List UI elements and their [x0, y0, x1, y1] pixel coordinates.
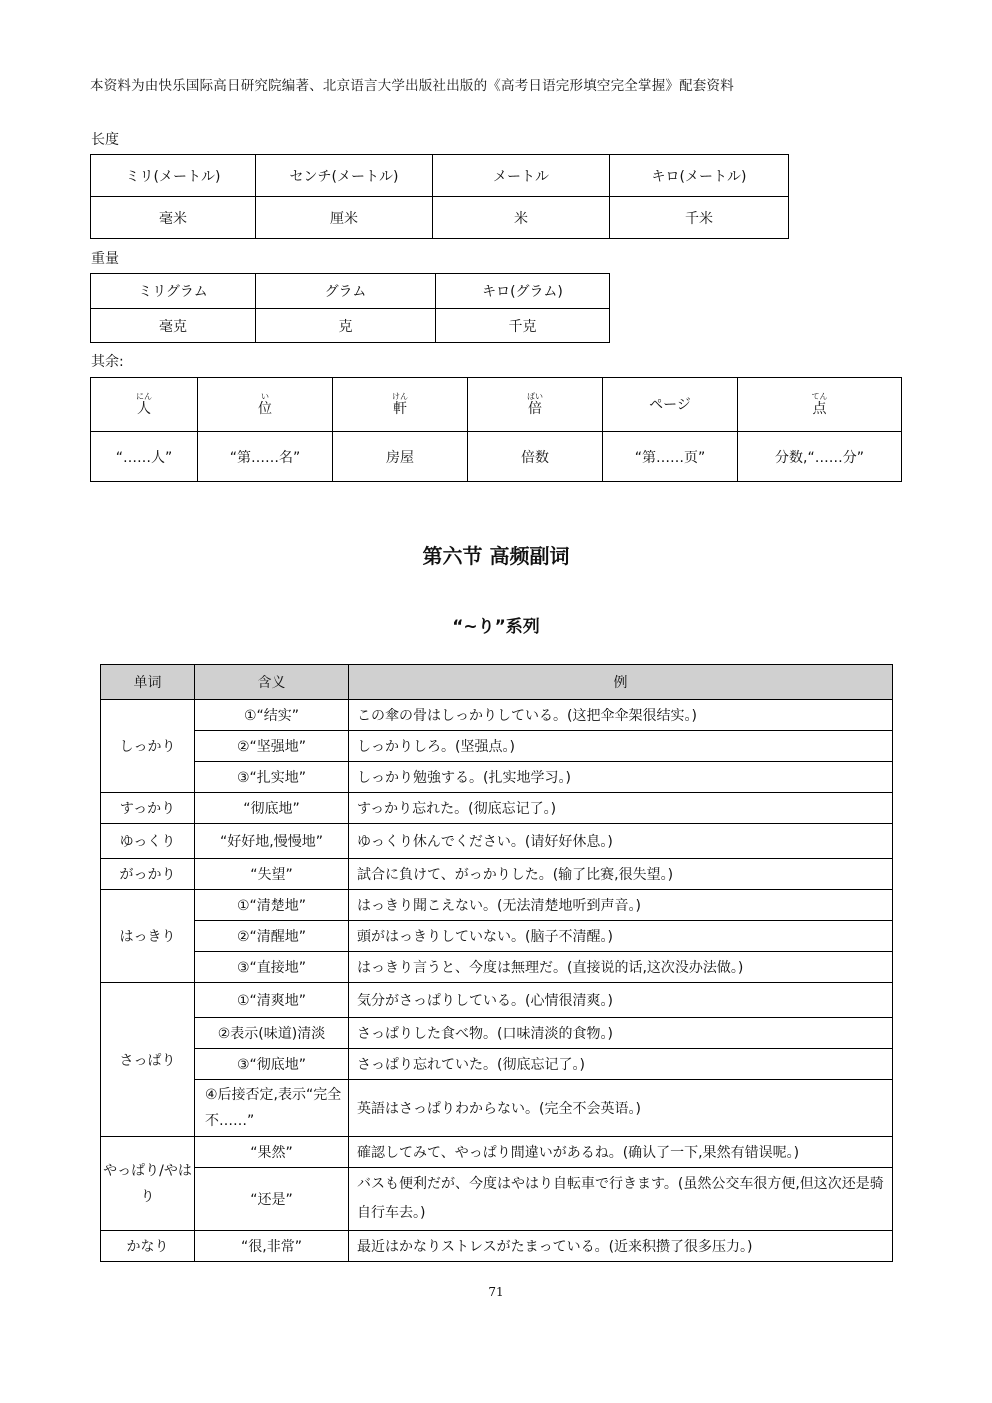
adverb-meaning: “好好地,慢慢地” — [195, 824, 349, 859]
adverb-meaning: ③“扎实地” — [195, 762, 349, 793]
page-header: 本资料为由快乐国际高日研究院编著、北京语言大学出版社出版的《高考日语完形填空完全掌握》配套资料 — [90, 78, 734, 94]
column-header: 含义 — [195, 665, 349, 700]
adverb-example: 確認してみて、やっぱり間違いがあるね。(确认了一下,果然有错误呢。) — [349, 1137, 893, 1168]
length-value: 厘米 — [256, 197, 433, 239]
adverb-example: 最近はかなりストレスがたまっている。(近来积攒了很多压力。) — [349, 1231, 893, 1262]
table-row — [101, 952, 893, 983]
counter-word: 位 — [258, 401, 272, 417]
length-table — [90, 154, 789, 239]
adverb-word: しっかり — [101, 700, 195, 793]
adverb-example: しっかりしろ。(坚强点。) — [349, 731, 893, 762]
adverb-meaning: ③“彻底地” — [195, 1049, 349, 1080]
adverb-example: ゆっくり休んでください。(请好好休息。) — [349, 824, 893, 859]
length-value: 米 — [433, 197, 610, 239]
furigana: い — [261, 392, 269, 401]
table-row — [101, 731, 893, 762]
weight-head: グラム — [256, 274, 436, 309]
others-head — [603, 378, 738, 432]
furigana: ばい — [527, 392, 543, 401]
counter-word: 軒 — [393, 401, 407, 417]
weight-table — [90, 273, 610, 343]
others-value: 房屋 — [333, 432, 468, 482]
adverb-example: すっかり忘れた。(彻底忘记了。) — [349, 793, 893, 824]
table-row — [101, 1137, 893, 1168]
others-head — [333, 378, 468, 432]
others-head — [91, 378, 198, 432]
adverb-word: はっきり — [101, 890, 195, 983]
table-row — [101, 762, 893, 793]
table-row — [101, 1080, 893, 1137]
counter-word: 人 — [137, 401, 151, 417]
adverb-meaning: ②“坚强地” — [195, 731, 349, 762]
adverb-example: 頭がはっきりしていない。(脑子不清醒。) — [349, 921, 893, 952]
counter-word: ページ — [649, 396, 691, 413]
adverb-meaning: ①“清爽地” — [195, 983, 349, 1018]
others-head — [738, 378, 902, 432]
adverb-word: がっかり — [101, 859, 195, 890]
others-head — [468, 378, 603, 432]
table-row — [101, 859, 893, 890]
table-row — [101, 700, 893, 731]
others-head — [198, 378, 333, 432]
table-row — [101, 1231, 893, 1262]
length-head: キロ(メートル) — [610, 155, 789, 197]
length-value: 毫米 — [91, 197, 256, 239]
adverb-word: さっぱり — [101, 983, 195, 1137]
adverb-meaning: “很,非常” — [195, 1231, 349, 1262]
others-value: 分数,“……分” — [738, 432, 902, 482]
counter-word: 倍 — [528, 401, 542, 417]
furigana: けん — [392, 392, 408, 401]
adverb-meaning: ③“直接地” — [195, 952, 349, 983]
counter-word: 点 — [812, 401, 827, 417]
length-head: ミリ(メートル) — [91, 155, 256, 197]
others-table — [90, 377, 902, 482]
adverb-example: バスも便利だが、今度はやはり自転車で行きます。(虽然公交车很方便,但这次还是骑自行车去。) — [349, 1168, 893, 1231]
others-value: “第……名” — [198, 432, 333, 482]
table-row — [101, 1018, 893, 1049]
table-row — [101, 921, 893, 952]
length-head: センチ(メートル) — [256, 155, 433, 197]
others-value: “第……页” — [603, 432, 738, 482]
adverb-meaning: ②表示(味道)清淡 — [195, 1018, 349, 1049]
adverb-word: かなり — [101, 1231, 195, 1262]
adverb-word: すっかり — [101, 793, 195, 824]
weight-value: 千克 — [436, 309, 610, 343]
others-label: 其余: — [91, 354, 124, 370]
adverb-meaning: “失望” — [195, 859, 349, 890]
table-row — [101, 890, 893, 921]
others-value: 倍数 — [468, 432, 603, 482]
adverb-example: さっぱり忘れていた。(彻底忘记了。) — [349, 1049, 893, 1080]
weight-value: 毫克 — [91, 309, 256, 343]
weight-head: ミリグラム — [91, 274, 256, 309]
adverb-example: さっぱりした食べ物。(口味清淡的食物。) — [349, 1018, 893, 1049]
adverb-example: 英語はさっぱりわからない。(完全不会英语。) — [349, 1080, 893, 1137]
furigana: にん — [136, 392, 152, 401]
adverb-word: やっぱり/やはり — [101, 1137, 195, 1231]
others-value: “……人” — [91, 432, 198, 482]
length-label: 长度 — [91, 132, 119, 148]
table-row — [101, 1168, 893, 1231]
furigana: てん — [811, 392, 828, 401]
adverb-example: はっきり言うと、今度は無理だ。(直接说的话,这次没办法做。) — [349, 952, 893, 983]
weight-head: キロ(グラム) — [436, 274, 610, 309]
table-row — [101, 793, 893, 824]
adverb-meaning: ①“清楚地” — [195, 890, 349, 921]
table-row — [101, 983, 893, 1018]
column-header: 例 — [349, 665, 893, 700]
adverb-meaning: “还是” — [195, 1168, 349, 1231]
adverb-example: はっきり聞こえない。(无法清楚地听到声音。) — [349, 890, 893, 921]
adverb-example: 試合に負けて、がっかりした。(输了比赛,很失望。) — [349, 859, 893, 890]
adverb-meaning: “果然” — [195, 1137, 349, 1168]
adverb-example: しっかり勉強する。(扎实地学习。) — [349, 762, 893, 793]
adverb-meaning: “彻底地” — [195, 793, 349, 824]
adverb-table — [100, 664, 893, 1262]
length-value: 千米 — [610, 197, 789, 239]
length-head: メートル — [433, 155, 610, 197]
page-number: 71 — [488, 1285, 504, 1299]
adverb-example: この傘の骨はしっかりしている。(这把伞伞架很结实。) — [349, 700, 893, 731]
adverb-meaning: ①“结实” — [195, 700, 349, 731]
section-title: 第六节 高频副词 — [422, 544, 570, 568]
column-header: 单词 — [101, 665, 195, 700]
adverb-word: ゆっくり — [101, 824, 195, 859]
adverb-example: 気分がさっぱりしている。(心情很清爽。) — [349, 983, 893, 1018]
weight-label: 重量 — [91, 251, 119, 267]
adverb-meaning: ②“清醒地” — [195, 921, 349, 952]
table-row — [101, 1049, 893, 1080]
adverb-meaning: ④后接否定,表示“完全不……” — [195, 1080, 349, 1137]
weight-value: 克 — [256, 309, 436, 343]
table-row — [101, 824, 893, 859]
subsection-title: “~り”系列 — [452, 617, 540, 637]
